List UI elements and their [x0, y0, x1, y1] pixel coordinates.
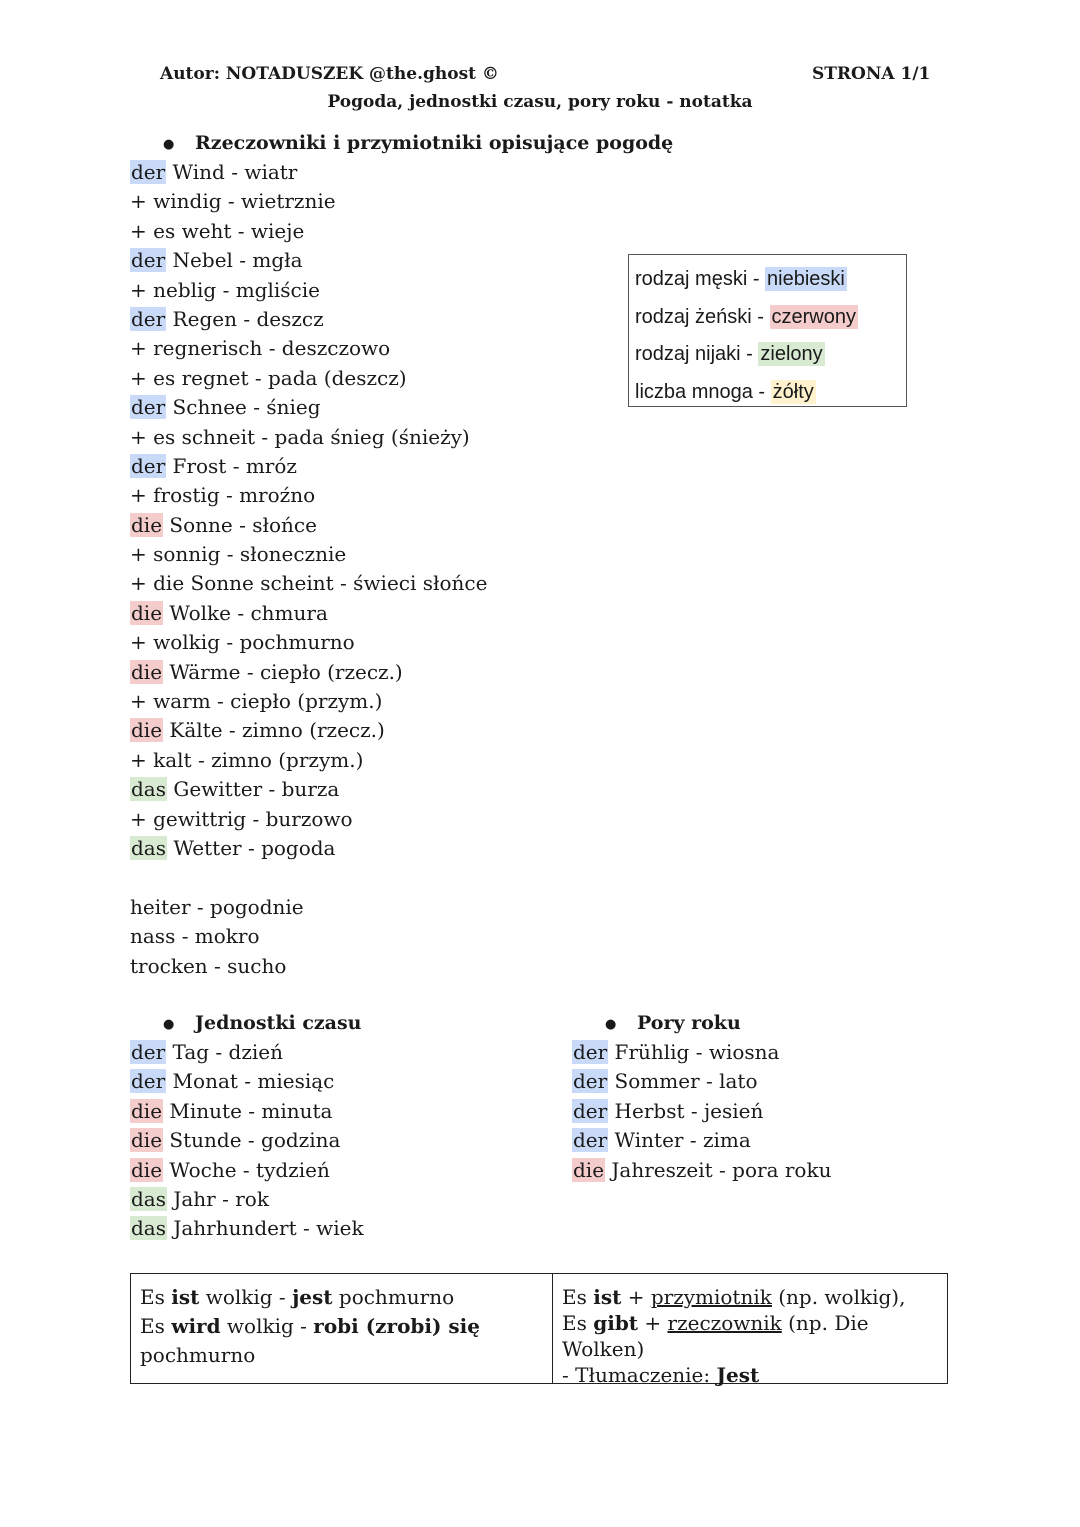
- grammar-cell-left: Es ist wolkig - jest pochmurno Es wird wolkig - robi (zrobi) się pochmurno: [131, 1274, 553, 1383]
- vocab-text: Stunde - godzina: [163, 1128, 341, 1153]
- time-units-list: [130, 1038, 364, 1244]
- vocab-line: [130, 893, 487, 922]
- vocab-text: Sommer - lato: [608, 1069, 758, 1094]
- vocab-line: [130, 540, 487, 569]
- vocab-text: + es schneit - pada śnieg (śnieży): [130, 424, 470, 449]
- article-die: die: [131, 659, 163, 684]
- article-der: der: [131, 1040, 166, 1064]
- article-das: das: [131, 777, 166, 802]
- vocab-line: [130, 834, 487, 863]
- legend-row-plural: liczba mnoga - żółty: [635, 380, 814, 403]
- article-der: der: [131, 453, 166, 478]
- vocab-text: Wetter - pogoda: [167, 835, 336, 860]
- vocab-text: + neblig - mgliście: [130, 277, 320, 302]
- vocab-text: nass - mokro: [130, 924, 260, 949]
- article-der: der: [131, 395, 166, 420]
- gender-color-legend: [628, 254, 907, 407]
- article-der: der: [131, 1069, 166, 1094]
- article-das: das: [131, 1216, 166, 1241]
- vocab-text: Jahrhundert - wiek: [167, 1216, 364, 1241]
- article-die: die: [573, 1157, 605, 1182]
- seasons-list: [572, 1038, 831, 1185]
- vocab-line: [572, 1156, 831, 1185]
- article-der: der: [573, 1098, 608, 1123]
- vocab-text: Jahreszeit - pora roku: [605, 1157, 832, 1182]
- article-der: der: [131, 248, 166, 273]
- vocab-text: Gewitter - burza: [167, 777, 340, 802]
- article-die: die: [131, 718, 163, 743]
- vocab-line: [130, 393, 487, 422]
- vocab-text: Winter - zima: [608, 1128, 751, 1153]
- legend-row-masculine: rodzaj męski - niebieski: [635, 268, 845, 290]
- vocab-line: [572, 1038, 831, 1067]
- article-das: das: [131, 1186, 166, 1211]
- vocab-line: [130, 187, 487, 216]
- vocab-line: [130, 599, 487, 628]
- weather-vocab-list: [130, 158, 487, 981]
- article-die: die: [131, 1157, 163, 1182]
- vocab-line: [130, 481, 487, 510]
- author-line: Autor: NOTADUSZEK @the.ghost ©: [160, 64, 499, 84]
- vocab-line: [572, 1097, 831, 1126]
- vocab-text: Tag - dzień: [166, 1040, 283, 1064]
- vocab-text: trocken - sucho: [130, 953, 287, 978]
- vocab-line: [130, 1214, 364, 1243]
- vocab-text: + frostig - mroźno: [130, 483, 316, 508]
- vocab-text: + gewittrig - burzowo: [130, 806, 353, 831]
- vocab-line: [130, 423, 487, 452]
- article-das: das: [131, 835, 166, 860]
- vocab-text: Minute - minuta: [163, 1098, 333, 1123]
- article-die: die: [131, 600, 163, 625]
- weather-heading: ● Rzeczowniki i przymiotniki opisujące pogodę: [163, 129, 673, 158]
- vocab-line: [130, 217, 487, 246]
- vocab-text: Wolke - chmura: [163, 600, 328, 625]
- vocab-text: Wärme - ciepło (rzecz.): [163, 659, 403, 684]
- vocab-text: Frost - mróz: [166, 453, 297, 478]
- vocab-line: [130, 1185, 364, 1214]
- article-der: der: [573, 1069, 608, 1094]
- seasons-heading: ● Pory roku: [605, 1009, 741, 1038]
- vocab-text: Woche - tydzień: [163, 1157, 330, 1182]
- article-die: die: [131, 512, 163, 537]
- vocab-line: [572, 1067, 831, 1096]
- vocab-text: + warm - ciepło (przym.): [130, 689, 383, 714]
- time-units-heading: ● Jednostki czasu: [163, 1009, 362, 1038]
- grammar-cell-right: Es ist + przymiotnik (np. wolkig), Es gibt + rzeczownik (np. Die Wolken) - Tłumaczenie: Jest: [562, 1285, 906, 1387]
- vocab-line: [130, 716, 487, 745]
- article-der: der: [573, 1040, 608, 1064]
- vocab-line: [130, 1038, 364, 1067]
- vocab-text: Frühlig - wiosna: [608, 1040, 780, 1064]
- vocab-text: + regnerisch - deszczowo: [130, 336, 391, 361]
- vocab-text: + die Sonne scheint - świeci słońce: [130, 571, 488, 596]
- vocab-line: [572, 1126, 831, 1155]
- article-die: die: [131, 1098, 163, 1123]
- vocab-text: + es regnet - pada (deszcz): [130, 365, 407, 390]
- vocab-line: [130, 952, 487, 981]
- vocab-line: [130, 863, 487, 892]
- vocab-line: [130, 276, 487, 305]
- vocab-text: Nebel - mgła: [166, 248, 303, 273]
- vocab-text: + wolkig - pochmurno: [130, 630, 355, 655]
- vocab-line: [130, 305, 487, 334]
- vocab-line: [130, 628, 487, 657]
- vocab-line: [130, 658, 487, 687]
- vocab-text: Schnee - śnieg: [166, 395, 321, 420]
- article-der: der: [131, 160, 166, 184]
- vocab-line: [130, 1156, 364, 1185]
- bullet-icon: ●: [163, 1016, 175, 1032]
- vocab-line: [130, 334, 487, 363]
- vocab-line: [130, 246, 487, 275]
- legend-row-neuter: rodzaj nijaki - zielony: [635, 343, 823, 365]
- vocab-text: heiter - pogodnie: [130, 894, 304, 919]
- vocab-text: Kälte - zimno (rzecz.): [163, 718, 385, 743]
- vocab-text: Sonne - słońce: [163, 512, 317, 537]
- vocab-line: [130, 1126, 364, 1155]
- vocab-line: [130, 452, 487, 481]
- vocab-line: [130, 687, 487, 716]
- vocab-text: Jahr - rok: [167, 1186, 269, 1211]
- vocab-line: [130, 1067, 364, 1096]
- bullet-icon: ●: [163, 136, 175, 152]
- article-der: der: [573, 1128, 608, 1153]
- page-number: STRONA 1/1: [812, 64, 931, 84]
- vocab-line: [130, 1097, 364, 1126]
- vocab-line: [130, 746, 487, 775]
- article-die: die: [131, 1128, 163, 1153]
- vocab-text: Monat - miesiąc: [166, 1069, 335, 1094]
- vocab-line: [130, 805, 487, 834]
- vocab-text: Wind - wiatr: [166, 160, 298, 184]
- legend-row-feminine: rodzaj żeński - czerwony: [635, 305, 856, 328]
- vocab-text: + kalt - zimno (przym.): [130, 747, 364, 772]
- vocab-line: [130, 511, 487, 540]
- bullet-icon: ●: [605, 1016, 617, 1032]
- vocab-line: [130, 569, 487, 598]
- vocab-text: Regen - deszcz: [166, 306, 324, 331]
- page-title: Pogoda, jednostki czasu, pory roku - notatka: [327, 92, 753, 112]
- vocab-text: + sonnig - słonecznie: [130, 542, 347, 567]
- vocab-text: + es weht - wieje: [130, 218, 305, 243]
- vocab-line: [130, 364, 487, 393]
- vocab-line: [130, 158, 487, 187]
- vocab-line: [130, 775, 487, 804]
- vocab-text: Herbst - jesień: [608, 1098, 764, 1123]
- vocab-line: [130, 922, 487, 951]
- grammar-table: [130, 1273, 948, 1387]
- vocab-text: + windig - wietrznie: [130, 189, 336, 214]
- article-der: der: [131, 306, 166, 331]
